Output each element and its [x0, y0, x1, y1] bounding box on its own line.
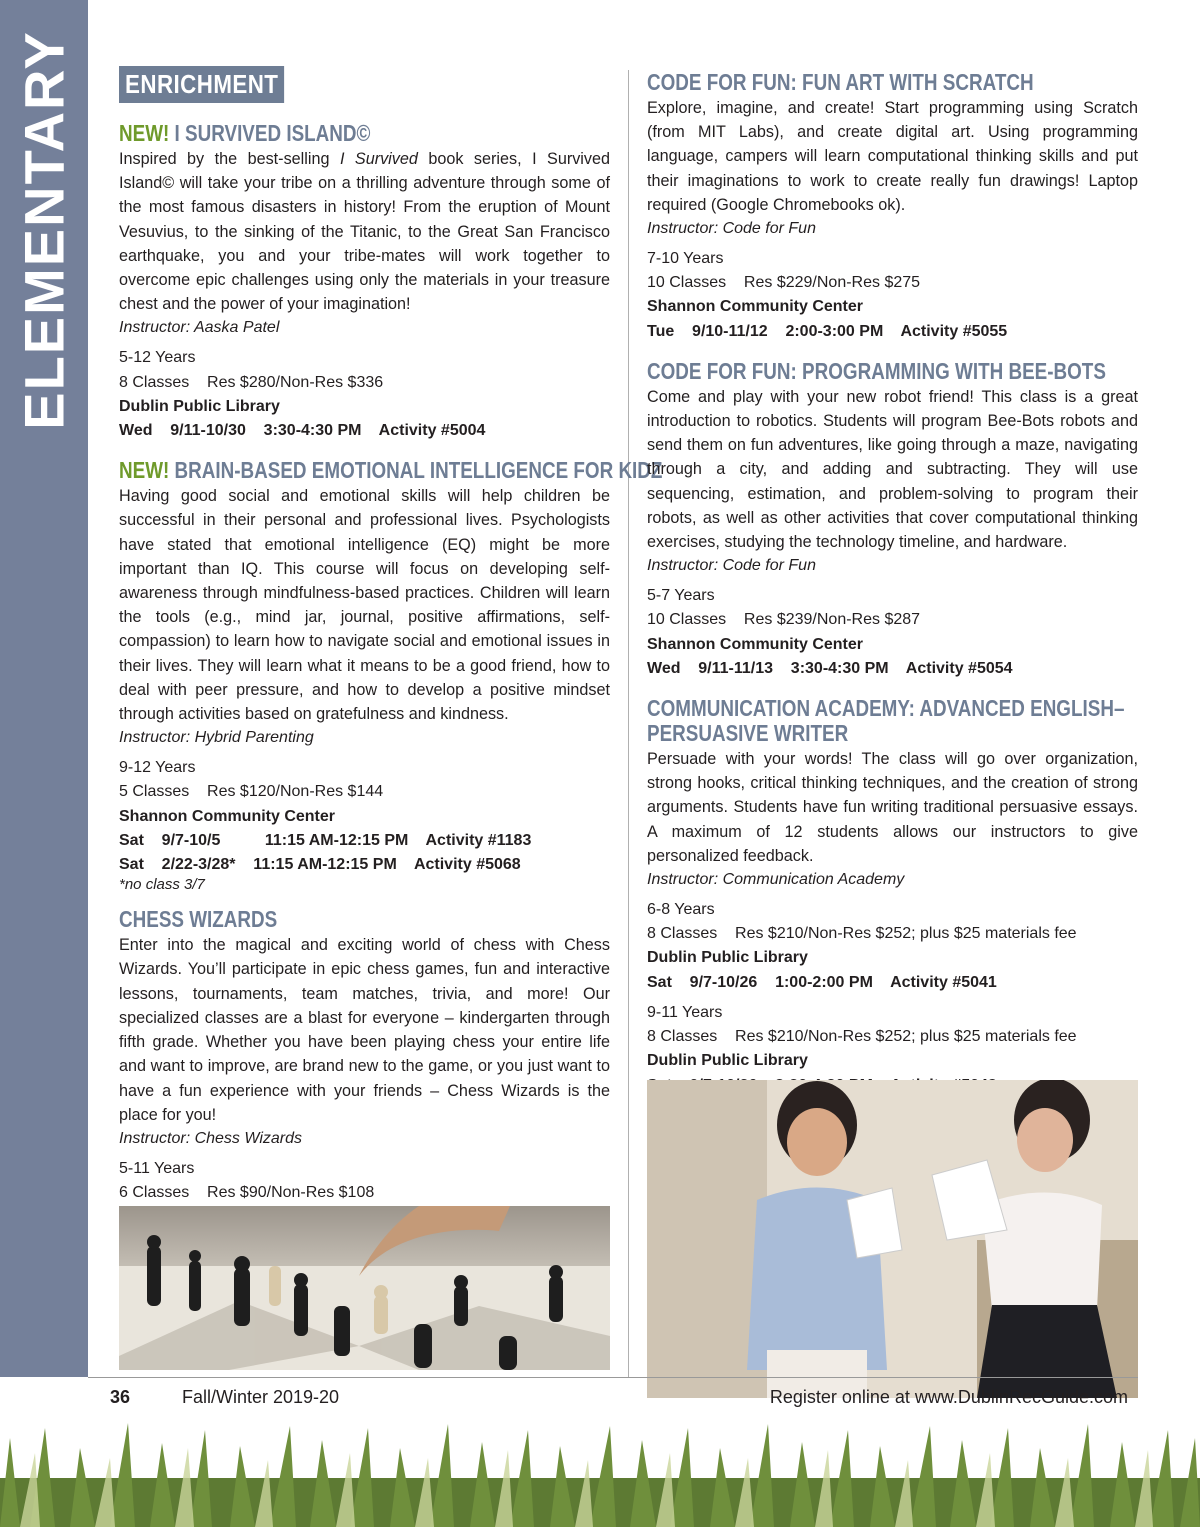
course-instructor: Instructor: Communication Academy [647, 871, 905, 889]
chess-photo [119, 1206, 610, 1370]
course-meta: 7-10 Years 10 Classes Res $229/Non-Res $275 Shannon Community Center Tue 9/10-11/12 2:00-3:00 PM Activity #5055 [647, 250, 1008, 340]
course-description: Persuade with your words! The class will go over organization, strong hooks, critical thinking techniques, and the creation of strong arguments. Students have fun writing traditional persuasive essays. A maximum of 12 students allows our instructors to give personalized feedback. [647, 750, 1138, 865]
course-instructor: Instructor: Chess Wizards [119, 1129, 303, 1147]
right-column [647, 70, 1138, 1098]
sidebar-label-wrap [10, 30, 78, 430]
grass-decoration [0, 1418, 1200, 1527]
sidebar-label: ELEMENTARY [12, 30, 76, 430]
course-description: Enter into the magical and exciting world of chess with Chess Wizards. You’ll participate in epic chess games, fun and interactive lessons, tournaments, team matches, trivia, and more! Our specialized classes are a blast for everyone – kindergarten through fifth grade. Whether you have been playing chess your entire life and want to improve, are brand new to the game, or you just want to have a fun experience with your friends – Chess Wizards is the place for you! [119, 936, 610, 1124]
course-instructor: Instructor: Hybrid Parenting [119, 729, 314, 747]
course-i-survived [119, 121, 610, 443]
course-persuasive-writer [647, 696, 1138, 1098]
course-description: Inspired by the best-selling I Survived book series, I Survived Island© will take your tribe on a thrilling adventure through some of the most famous disasters in history! From the eruption of Mount Vesuvius, to the sinking of the Titanic, to the Great San Francisco earthquake, you and your tribe-mates will work together to overcome epic challenges using only the materials in your treasure chest and the power of your imagination! [119, 150, 611, 314]
course-title: NEW! BRAIN-BASED EMOTIONAL INTELLIGENCE FOR KIDZ [119, 457, 663, 484]
course-description: Having good social and emotional skills will help children be successful in their personal and professional lives. Psychologists have stated that emotional intelligence (EQ) might be more important than IQ. This course will focus on developing self-awareness through mindfulness-based practices. Children will learn the tools (e.g., mind jar, journal, positive affirmations, self-compassion) to learn how to navigate social and emotional issues in their lives. They will learn what it means to be a good friend, how to deal with peer pressure, and how to develop a positive mindset through activities based on gratefulness and kindness. [119, 487, 610, 724]
course-session: 6-8 Years 8 Classes Res $210/Non-Res $252; plus $25 materials fee Dublin Public Library Sat 9/7-10/26 1:00-2:00 PM Activity #5041 [647, 901, 1077, 991]
course-meta: 5-12 Years 8 Classes Res $280/Non-Res $336 Dublin Public Library Wed 9/11-10/30 3:30-4:30 PM Activity #5004 [119, 349, 486, 440]
course-description: Come and play with your new robot friend! This class is a great introduction to robotics. Students will program Bee-Bots robots and send them on fun adventures, like going through a maze, navigating through a city, and adding and subtracting. They will use sequencing, estimation, and problem-solving to program their robots, as well as other activities that cover computational thinking exercises, studying the technology timeline, and hardware. [647, 387, 1138, 552]
course-note: *no class 3/7 [119, 876, 205, 894]
footer-season: Fall/Winter 2019-20 [182, 1387, 340, 1407]
course-session: 9-11 Years 8 Classes Res $210/Non-Res $252; plus $25 materials fee Dublin Public Library [647, 1003, 1077, 1070]
course-chess-wizards [119, 907, 610, 1253]
left-column [119, 66, 663, 1254]
course-description: Explore, imagine, and create! Start programming using Scratch (from MIT Labs), and create digital art. Using programming language, campers will learn computational thinking skills and put their imaginations to work to create really fun drawings! Laptop required (Google Chromebooks ok). [647, 99, 1138, 214]
course-title: CODE FOR FUN: FUN ART WITH SCRATCH [647, 69, 1034, 95]
course-title: NEW! I SURVIVED ISLAND© [119, 120, 371, 146]
course-meta: 5-11 Years 6 Classes Res $90/Non-Res $108 [119, 1159, 375, 1202]
course-meta: 5-7 Years 10 Classes Res $239/Non-Res $287 Shannon Community Center Wed 9/11-11/13 3:30-4:30 PM Activity #5054 [647, 587, 1013, 677]
footer-register: Register online at www.DublinRecGuide.com [769, 1387, 1128, 1407]
column-divider [628, 70, 629, 1378]
course-title: COMMUNICATION ACADEMY: ADVANCED ENGLISH– PERSUASIVE WRITER [647, 695, 1125, 747]
course-title: CODE FOR FUN: PROGRAMMING WITH BEE-BOTS [647, 357, 1106, 384]
course-meta: 9-12 Years 5 Classes Res $120/Non-Res $144 Shannon Community Center Sat 9/7-10/5 11:15 AM-12:15 PM Activity #1183 Sat 2/22-3/28* 11:15 AM-12:15 PM Activity #5068 *no class 3/7 [119, 756, 610, 892]
section-badge: ENRICHMENT [119, 66, 284, 103]
course-emotional-intelligence [119, 457, 663, 894]
footer-rule [88, 1377, 1138, 1378]
students-photo [647, 1080, 1138, 1398]
course-scratch [647, 70, 1138, 344]
page-number: 36 [110, 1387, 131, 1407]
course-instructor: Instructor: Code for Fun [647, 220, 816, 238]
course-bee-bots [647, 359, 1138, 681]
course-title: CHESS WIZARDS [119, 906, 278, 933]
course-instructor: Instructor: Code for Fun [647, 557, 816, 575]
sidebar [0, 0, 88, 1377]
course-instructor: Instructor: Aaska Patel [119, 319, 280, 337]
